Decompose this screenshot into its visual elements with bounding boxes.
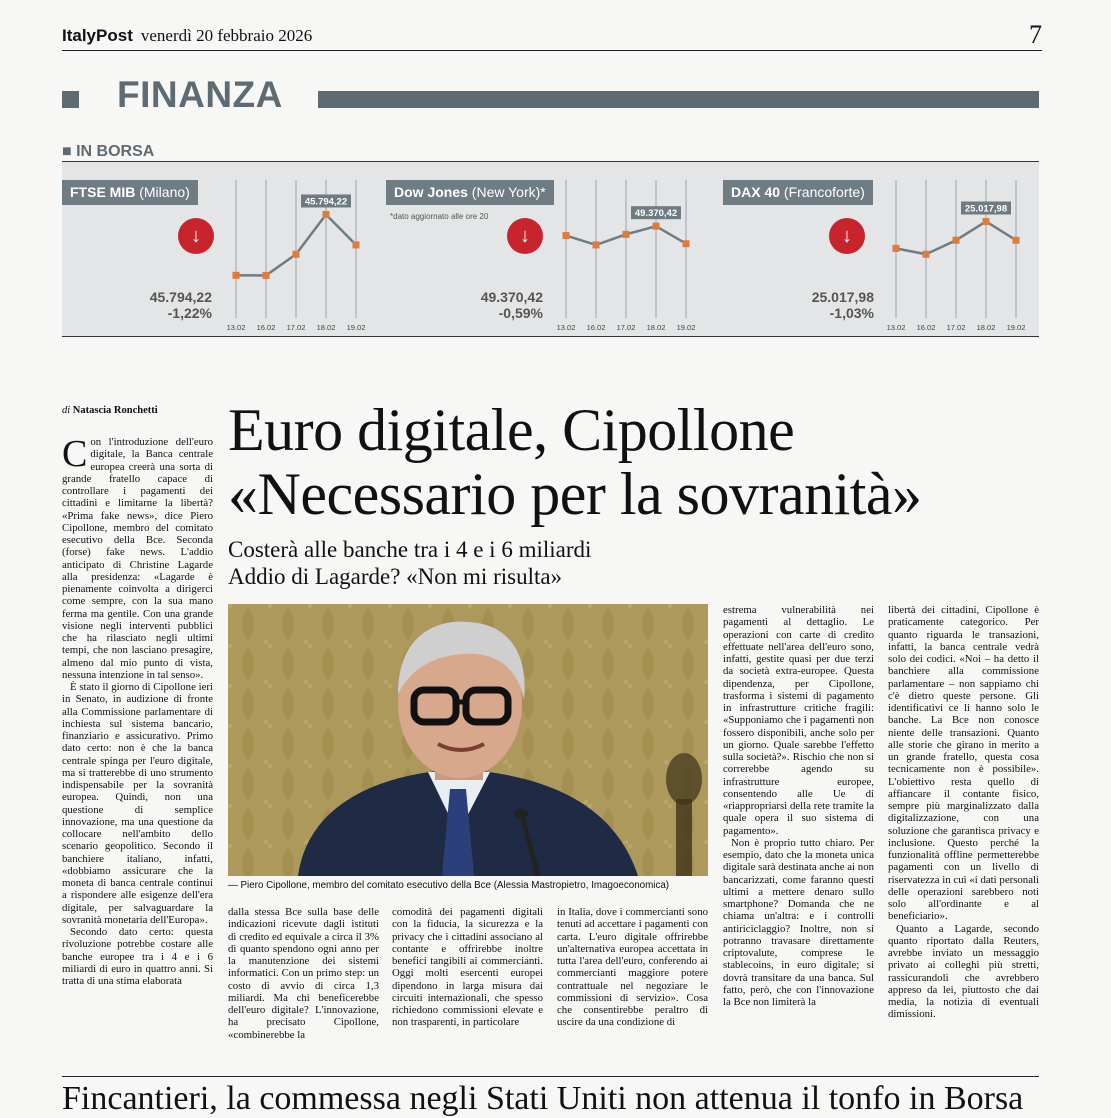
article-column-6 xyxy=(888,604,1039,1021)
headline xyxy=(228,398,922,526)
chart-point xyxy=(323,211,330,218)
down-arrow-icon: ↓ xyxy=(178,218,214,254)
chart-point xyxy=(1013,237,1020,244)
chart-peak-label: 45.794,22 xyxy=(304,196,348,208)
photo-caption: — Piero Cipollone, membro del comitato esecutivo della Bce (Alessia Mastropietro, Imagoeconomica) xyxy=(228,880,670,891)
chart-point xyxy=(293,251,300,258)
article-column-1 xyxy=(62,433,213,987)
headline-line2: «Necessario per la sovranità» xyxy=(228,461,922,527)
article-photo xyxy=(228,604,708,876)
market-city: (New York)* xyxy=(471,184,546,200)
chart-point xyxy=(233,272,240,279)
market-change: -1,22% xyxy=(167,305,212,321)
article-column-5 xyxy=(723,604,874,1008)
chart-date-label: 17.02 xyxy=(616,323,636,332)
byline xyxy=(62,405,158,416)
page-number: 7 xyxy=(1029,20,1042,49)
market-name: Dow Jones xyxy=(394,184,468,200)
chart-point xyxy=(353,241,360,248)
paragraph: estrema vulnerabilità nei pagamenti al dettaglio. Le operazioni con carte di credito effettuate nell'area dell'euro sono, infatti, gestite quasi per due terzi da società extra-europee. Questa dipendenza, per Cipollone, trasforma i sistemi di pagamento in infrastrutture critiche fragili: «Supponiamo che i pagamenti non fossero disponibili, anche solo per un giorno. Quale sarebbe l'effetto sulla società?». Rischio che non si correrebbe agendo su infrastrutture europee, consentendo alle Ue di «riappropriarsi della rete tramite la quale opera il suo sistema di pagamento». xyxy=(723,604,874,837)
paragraph: È stato il giorno di Cipollone ieri in Senato, in audizione di fronte alla Commissione parlamentare di inchiesta sul sistema bancario, finanziario e assicurativo. Primo dato certo: non è che la banca centrale spinga per l'euro digitale, ma si tratterebbe di uno strumento indispensabile per la sovranità europea. Quindi, non una questione di semplice innovazione, ma una questione da collocare nell'ambito dello scenario geopolitico. Secondo il banchiere italiano, infatti, «dobbiamo assicurare che la moneta di banca centrale continui a rispondere alle esigenze dell'era digitale, per salvaguardare la sovranità monetaria dell'Europa». xyxy=(62,681,213,926)
market-change: -1,03% xyxy=(829,305,874,321)
market-name-box xyxy=(62,180,198,205)
portrait-illustration xyxy=(228,604,708,876)
paragraph: Secondo dato certo: questa rivoluzione potrebbe costare alle banche europee tra i 4 e i 6 miliardi di euro in quattro anni. Si tratta di una stima elaborata xyxy=(62,926,213,987)
paragraph: Non è proprio tutto chiaro. Per esempio, dato che la moneta unica digitale sarà destinata anche ai non bancarizzati, come faranno questi ultimi a mettere denaro sullo smartphone? Domanda che ne chiama un'altra: e i controlli antiriciclaggio? Inoltre, non si potranno travasare direttamente criptovalute, comprese le stablecoins, in euro digitale; si dovrà transitare da una banca. Sul fatto, però, che con l'innovazione la Bce non limiterà la xyxy=(723,836,874,1008)
market-chart xyxy=(554,170,714,335)
market-value: 25.017,98 xyxy=(811,289,874,305)
paragraph: Quanto a Lagarde, secondo quanto riportato dalla Reuters, avrebbe inviato un messaggio privato ai colleghi più stretti, rassicurandoli che avrebbero appreso da lei, piuttosto che dai media, la notizia di eventuali dimissioni. xyxy=(888,922,1039,1021)
section-marker xyxy=(62,91,79,108)
next-article-headline: Fincantieri, la commessa negli Stati Uniti non attenua il tonfo in Borsa xyxy=(62,1080,1024,1117)
market-note: *dato aggiornato alle ore 20 xyxy=(390,212,489,221)
chart-point xyxy=(683,240,690,247)
chart-date-label: 16.02 xyxy=(256,323,276,332)
masthead xyxy=(62,20,1042,51)
chart-point xyxy=(983,218,990,225)
deck xyxy=(228,536,591,590)
section-rule xyxy=(318,91,1039,108)
chart-date-label: 17.02 xyxy=(946,323,966,332)
chart-date-label: 13.02 xyxy=(556,323,576,332)
down-arrow-icon: ↓ xyxy=(507,218,543,254)
chart-point xyxy=(563,232,570,239)
headline-line1: Euro digitale, Cipollone xyxy=(228,397,795,463)
chart-peak-label: 49.370,42 xyxy=(634,208,678,220)
market-panel xyxy=(62,161,1039,337)
bottom-rule xyxy=(62,1076,1039,1077)
market-change: -0,59% xyxy=(498,305,543,321)
market-name-box xyxy=(386,180,554,205)
section-title: FINANZA xyxy=(117,74,283,115)
market-name: DAX 40 xyxy=(731,184,781,200)
masthead-brand: ItalyPost xyxy=(62,26,133,45)
article-column-2 xyxy=(228,906,379,1041)
deck-line2: Addio di Lagarde? «Non mi risulta» xyxy=(228,564,563,589)
chart-date-label: 18.02 xyxy=(646,323,666,332)
chart-point xyxy=(593,241,600,248)
market-value: 49.370,42 xyxy=(480,289,543,305)
chart-date-label: 16.02 xyxy=(586,323,606,332)
borsa-label: ■ IN BORSA xyxy=(62,143,155,160)
deck-line1: Costerà alle banche tra i 4 e i 6 miliardi xyxy=(228,537,592,562)
chart-point xyxy=(923,251,930,258)
byline-prefix: di xyxy=(62,405,71,416)
chart-point xyxy=(263,272,270,279)
article-column-3 xyxy=(392,906,543,1029)
down-arrow-icon: ↓ xyxy=(829,218,865,254)
chart-point xyxy=(893,245,900,252)
market-chart xyxy=(884,170,1044,335)
chart-date-label: 16.02 xyxy=(916,323,936,332)
chart-date-label: 18.02 xyxy=(316,323,336,332)
paragraph: on l'introduzione dell'euro digitale, la Banca centrale europea creerà una sorta di grande fratello capace di controllare i pagamenti dei cittadini e limitarne la libertà? «Prima fake news», dice Piero Cipollone, membro del comitato esecutivo della Bce. Seconda (forse) fake news. L'addio anticipato di Christine Lagarde alla presidenza: «Lagarde è pienamente coinvolta a dirigerci come sempre, con la sua mano ferma ma gentile. Con una grande visione negli interventi pubblici che ha rilasciato negli ultimi tempi, che non lasciano presagire, almeno dal mio punto di vista, nessuna intenzione in tal senso». xyxy=(62,436,213,681)
chart-date-label: 13.02 xyxy=(226,323,246,332)
chart-date-label: 19.02 xyxy=(676,323,696,332)
chart-point xyxy=(623,231,630,238)
dropcap: C xyxy=(62,433,88,475)
market-name: FTSE MIB xyxy=(70,184,136,200)
chart-date-label: 19.02 xyxy=(1006,323,1026,332)
chart-point xyxy=(653,223,660,230)
borsa-label-text: IN BORSA xyxy=(76,143,155,160)
market-name-box xyxy=(723,180,873,205)
paragraph: in Italia, dove i commercianti sono tenuti ad accettare i pagamenti con carta. L'euro digitale offrirebbe un'alternativa europea accettata in tutta l'area dell'euro, conferendo ai commercianti maggiore potere contrattuale nel negoziare le commissioni di servizio». Cosa che consentirebbe peraltro di uscire da una condizione di xyxy=(557,906,708,1029)
paragraph: libertà dei cittadini, Cipollone è praticamente categorico. Per quanto riguarda le transazioni, infatti, la banca centrale vedrà solo dei codici. «Noi – ha detto il banchiere alla commissione parlamentare – non sappiamo chi c'è dietro queste persone. Gli identificativi ce li hanno solo le banche. La Bce non conosce niente delle transazioni. Quanto alle storie che girano in merito a un grande fratello, questa cosa tecnicamente non è possibile». L'obiettivo resta quello di affiancare il contante fisico, sempre più marginalizzato dalla digitalizzazione, con una soluzione che garantisca privacy e inclusione. Questo perché la funzionalità offline permetterebbe pagamenti con un livello di riservatezza in cui «i dati personali delle operazioni sarebbero noti solo all'ordinante e al beneficiario». xyxy=(888,604,1039,923)
market-value: 45.794,22 xyxy=(149,289,212,305)
article-column-4 xyxy=(557,906,708,1029)
chart-point xyxy=(953,237,960,244)
market-city: (Francoforte) xyxy=(783,184,865,200)
chart-date-label: 13.02 xyxy=(886,323,906,332)
chart-date-label: 19.02 xyxy=(346,323,366,332)
market-chart xyxy=(224,170,384,335)
paragraph: dalla stessa Bce sulla base delle indicazioni ricevute dagli istituti di credito ed equivale a circa il 3% di quanto spendono ogni anno per la manutenzione dei sistemi informatici. Con un primo step: un costo di avvio di circa 1,3 miliardi. Ma chi beneficerebbe dell'euro digitale? L'innovazione, ha precisato Cipollone, «combinerebbe la xyxy=(228,906,379,1041)
masthead-date: venerdì 20 febbraio 2026 xyxy=(140,26,313,45)
chart-date-label: 18.02 xyxy=(976,323,996,332)
byline-author: Natascia Ronchetti xyxy=(72,405,158,416)
paragraph: comodità dei pagamenti digitali con la fiducia, la sicurezza e la privacy che i cittadini associano al contante e offrirebbe inoltre benefici tangibili ai commercianti. Oggi molti esercenti europei dipendono in larga misura dai circuiti internazionali, che spesso richiedono commissioni elevate e non trasparenti, in particolare xyxy=(392,906,543,1029)
chart-date-label: 17.02 xyxy=(286,323,306,332)
chart-peak-label: 25.017,98 xyxy=(964,203,1008,215)
market-city: (Milano) xyxy=(139,184,190,200)
